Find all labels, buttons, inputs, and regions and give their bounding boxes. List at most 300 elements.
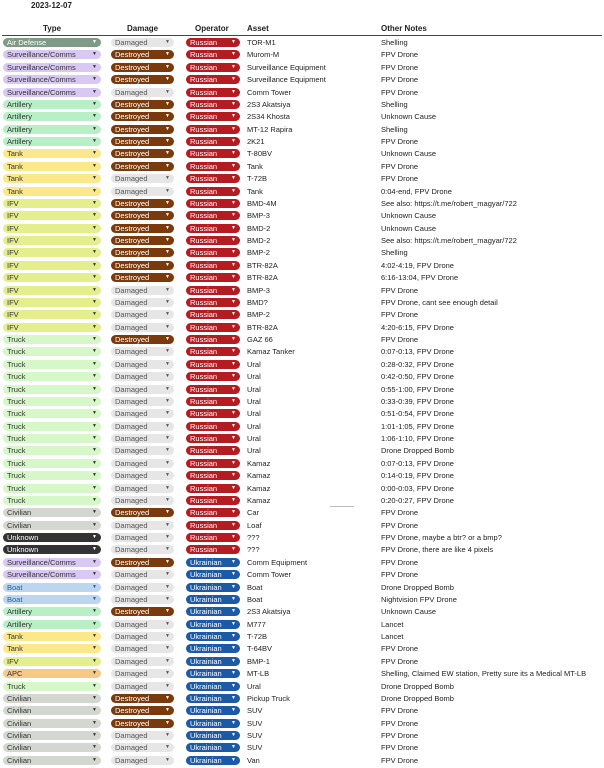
damage-dropdown-label: Damaged (115, 619, 148, 629)
type-dropdown[interactable] (3, 508, 101, 517)
table-row (0, 322, 604, 334)
operator-dropdown[interactable] (186, 434, 240, 443)
damage-dropdown[interactable] (111, 112, 174, 121)
damage-dropdown[interactable] (111, 446, 174, 455)
type-dropdown[interactable] (3, 397, 101, 406)
damage-dropdown[interactable] (111, 125, 174, 134)
notes-cell: Shelling (381, 38, 408, 47)
operator-dropdown-label: Ukrainian (190, 731, 222, 740)
table-row (0, 186, 604, 198)
asset-cell: Ural (247, 409, 261, 419)
chevron-down-icon: ▼ (92, 682, 97, 689)
operator-dropdown[interactable] (186, 236, 240, 245)
type-dropdown[interactable] (3, 236, 101, 245)
damage-dropdown[interactable] (111, 397, 174, 406)
chevron-down-icon: ▼ (92, 138, 97, 144)
damage-dropdown[interactable] (111, 484, 174, 493)
type-dropdown[interactable] (3, 149, 101, 158)
table-row (0, 507, 604, 519)
chevron-down-icon: ▼ (231, 608, 236, 615)
notes-cell: 4:20-6:15, FPV Drone (381, 322, 454, 332)
operator-dropdown-label: Russian (190, 248, 218, 258)
damage-dropdown[interactable] (111, 88, 174, 97)
table-row (0, 606, 604, 618)
type-dropdown[interactable] (3, 459, 101, 468)
operator-dropdown-label: Russian (190, 322, 218, 332)
table-row (0, 643, 604, 655)
table-row (0, 173, 604, 185)
notes-cell: FPV Drone, maybe a btr? or a bmp? (381, 533, 502, 542)
chevron-down-icon: ▼ (231, 694, 236, 701)
asset-cell: BMP-3 (247, 211, 270, 221)
damage-dropdown[interactable] (111, 236, 174, 245)
damage-dropdown[interactable] (111, 347, 174, 356)
damage-dropdown[interactable] (111, 149, 174, 158)
type-dropdown[interactable] (3, 632, 101, 641)
operator-dropdown-label: Ukrainian (190, 743, 222, 753)
damage-dropdown[interactable] (111, 199, 174, 208)
operator-dropdown[interactable] (186, 298, 240, 307)
type-dropdown-label: Truck (7, 347, 26, 357)
chevron-down-icon: ▼ (231, 298, 236, 305)
table-row (0, 384, 604, 396)
type-dropdown[interactable] (3, 372, 101, 381)
table-row (0, 247, 604, 259)
damage-dropdown[interactable] (111, 583, 174, 592)
damage-dropdown[interactable] (111, 620, 174, 629)
operator-dropdown[interactable] (186, 644, 240, 653)
operator-dropdown[interactable] (186, 125, 240, 134)
type-dropdown-label: Unknown (7, 533, 39, 542)
type-dropdown[interactable] (3, 100, 101, 109)
damage-dropdown-label: Damaged (115, 186, 148, 196)
type-dropdown[interactable] (3, 360, 101, 369)
damage-dropdown[interactable] (111, 545, 174, 554)
operator-dropdown[interactable] (186, 211, 240, 220)
type-dropdown[interactable] (3, 743, 101, 752)
damage-dropdown[interactable] (111, 137, 174, 146)
type-dropdown[interactable] (3, 496, 101, 505)
type-dropdown[interactable] (3, 261, 101, 270)
type-dropdown-label: Tank (7, 632, 23, 641)
operator-dropdown[interactable] (186, 694, 240, 703)
chevron-down-icon: ▼ (165, 459, 170, 466)
chevron-down-icon: ▼ (165, 447, 170, 454)
type-dropdown[interactable] (3, 694, 101, 703)
type-dropdown[interactable] (3, 657, 101, 666)
operator-dropdown[interactable] (186, 88, 240, 97)
operator-dropdown[interactable] (186, 224, 240, 233)
damage-dropdown-label: Destroyed (115, 248, 150, 258)
damage-dropdown[interactable] (111, 385, 174, 394)
operator-dropdown[interactable] (186, 347, 240, 356)
operator-dropdown[interactable] (186, 63, 240, 72)
operator-dropdown-label: Russian (190, 446, 218, 456)
operator-dropdown[interactable] (186, 558, 240, 567)
type-dropdown-label: Surveillance/Comms (7, 557, 76, 567)
operator-dropdown[interactable] (186, 484, 240, 493)
damage-dropdown[interactable] (111, 298, 174, 307)
notes-cell: Lancet (381, 619, 404, 629)
operator-dropdown[interactable] (186, 137, 240, 146)
operator-dropdown[interactable] (186, 187, 240, 196)
chevron-down-icon: ▼ (231, 212, 236, 219)
damage-dropdown[interactable] (111, 174, 174, 183)
type-dropdown[interactable] (3, 484, 101, 493)
operator-dropdown[interactable] (186, 669, 240, 678)
type-dropdown[interactable] (3, 607, 101, 616)
type-dropdown[interactable] (3, 756, 101, 765)
chevron-down-icon: ▼ (165, 51, 170, 58)
asset-cell: Surveillance Equipment (247, 62, 326, 72)
operator-dropdown[interactable] (186, 112, 240, 121)
damage-dropdown[interactable] (111, 224, 174, 233)
damage-dropdown[interactable] (111, 743, 174, 752)
chevron-down-icon: ▼ (92, 286, 97, 293)
damage-dropdown[interactable] (111, 422, 174, 431)
type-dropdown[interactable] (3, 174, 101, 183)
operator-dropdown[interactable] (186, 360, 240, 369)
type-dropdown[interactable] (3, 137, 101, 146)
operator-dropdown-label: Russian (190, 372, 218, 382)
asset-cell: SUV (247, 718, 263, 728)
damage-dropdown[interactable] (111, 558, 174, 567)
chevron-down-icon: ▼ (165, 422, 170, 429)
operator-dropdown[interactable] (186, 261, 240, 270)
damage-dropdown[interactable] (111, 570, 174, 579)
table-row (0, 136, 604, 148)
damage-dropdown[interactable] (111, 706, 174, 715)
damage-dropdown[interactable] (111, 496, 174, 505)
operator-dropdown[interactable] (186, 286, 240, 295)
operator-dropdown-label: Russian (190, 75, 218, 85)
damage-dropdown[interactable] (111, 162, 174, 171)
damage-dropdown[interactable] (111, 595, 174, 604)
damage-dropdown[interactable] (111, 644, 174, 653)
damage-dropdown[interactable] (111, 335, 174, 344)
type-dropdown[interactable] (3, 273, 101, 282)
notes-cell: FPV Drone (381, 87, 419, 97)
damage-dropdown-label: Damaged (115, 347, 148, 357)
chevron-down-icon: ▼ (92, 274, 97, 281)
damage-dropdown-label: Destroyed (115, 99, 150, 109)
chevron-down-icon: ▼ (165, 657, 170, 664)
notes-cell: 0:14-0:19, FPV Drone (381, 471, 454, 481)
operator-dropdown[interactable] (186, 756, 240, 765)
type-dropdown[interactable] (3, 422, 101, 431)
operator-dropdown[interactable] (186, 385, 240, 394)
asset-cell: BTR-82A (247, 260, 278, 270)
operator-dropdown[interactable] (186, 199, 240, 208)
table-row (0, 74, 604, 86)
damage-dropdown-label: Damaged (115, 372, 148, 382)
damage-dropdown[interactable] (111, 248, 174, 257)
damage-dropdown[interactable] (111, 657, 174, 666)
operator-dropdown[interactable] (186, 422, 240, 431)
type-dropdown[interactable] (3, 335, 101, 344)
chevron-down-icon: ▼ (231, 410, 236, 417)
type-dropdown[interactable] (3, 558, 101, 567)
chevron-down-icon: ▼ (92, 212, 97, 219)
operator-dropdown[interactable] (186, 607, 240, 616)
type-dropdown[interactable] (3, 446, 101, 455)
header-asset: Asset (247, 24, 269, 33)
operator-dropdown[interactable] (186, 682, 240, 691)
chevron-down-icon: ▼ (231, 558, 236, 565)
type-dropdown[interactable] (3, 409, 101, 418)
type-dropdown-label: Tank (7, 149, 23, 159)
operator-dropdown[interactable] (186, 335, 240, 344)
damage-dropdown[interactable] (111, 187, 174, 196)
notes-cell: Drone Dropped Bomb (381, 582, 454, 592)
operator-dropdown[interactable] (186, 471, 240, 480)
operator-dropdown[interactable] (186, 620, 240, 629)
type-dropdown[interactable] (3, 248, 101, 257)
chevron-down-icon: ▼ (92, 348, 97, 355)
operator-dropdown[interactable] (186, 323, 240, 332)
operator-dropdown-label: Russian (190, 50, 218, 60)
type-dropdown[interactable] (3, 211, 101, 220)
chevron-down-icon: ▼ (231, 125, 236, 132)
chevron-down-icon: ▼ (92, 521, 97, 528)
type-dropdown[interactable] (3, 162, 101, 171)
damage-dropdown[interactable] (111, 508, 174, 517)
notes-cell: FPV Drone (381, 174, 419, 184)
type-dropdown[interactable] (3, 669, 101, 678)
chevron-down-icon: ▼ (92, 620, 97, 627)
type-dropdown[interactable] (3, 88, 101, 97)
damage-dropdown[interactable] (111, 533, 174, 542)
chevron-down-icon: ▼ (165, 286, 170, 293)
operator-dropdown[interactable] (186, 545, 240, 554)
notes-cell: Lancet (381, 632, 404, 641)
type-dropdown[interactable] (3, 583, 101, 592)
damage-dropdown[interactable] (111, 632, 174, 641)
chevron-down-icon: ▼ (92, 633, 97, 639)
notes-cell: FPV Drone (381, 161, 419, 171)
damage-dropdown[interactable] (111, 273, 174, 282)
damage-dropdown-label: Damaged (115, 434, 148, 443)
operator-dropdown[interactable] (186, 743, 240, 752)
type-dropdown-label: Truck (7, 396, 26, 406)
type-dropdown-label: Civilian (7, 718, 32, 728)
damage-dropdown[interactable] (111, 731, 174, 740)
notes-cell: FPV Drone (381, 310, 419, 320)
type-dropdown[interactable] (3, 125, 101, 134)
type-dropdown-label: Truck (7, 483, 26, 493)
damage-dropdown[interactable] (111, 434, 174, 443)
table-row (0, 161, 604, 173)
type-dropdown[interactable] (3, 434, 101, 443)
asset-cell: Boat (247, 582, 263, 592)
operator-dropdown[interactable] (186, 496, 240, 505)
type-dropdown[interactable] (3, 385, 101, 394)
operator-dropdown-label: Ukrainian (190, 582, 222, 592)
type-dropdown[interactable] (3, 50, 101, 59)
table-row (0, 668, 604, 680)
damage-dropdown-label: Destroyed (115, 557, 150, 567)
table-row (0, 594, 604, 606)
operator-dropdown[interactable] (186, 248, 240, 257)
operator-dropdown[interactable] (186, 533, 240, 542)
operator-dropdown[interactable] (186, 632, 240, 641)
chevron-down-icon: ▼ (231, 719, 236, 726)
type-dropdown-label: Tank (7, 186, 23, 196)
chevron-down-icon: ▼ (165, 212, 170, 219)
damage-dropdown[interactable] (111, 360, 174, 369)
type-dropdown[interactable] (3, 570, 101, 579)
operator-dropdown[interactable] (186, 162, 240, 171)
damage-dropdown[interactable] (111, 211, 174, 220)
notes-cell: 0:04-end, FPV Drone (381, 186, 452, 196)
type-dropdown-label: Truck (7, 458, 26, 468)
operator-dropdown[interactable] (186, 595, 240, 604)
chevron-down-icon: ▼ (231, 447, 236, 454)
operator-dropdown[interactable] (186, 459, 240, 468)
operator-dropdown[interactable] (186, 75, 240, 84)
operator-dropdown[interactable] (186, 397, 240, 406)
damage-dropdown[interactable] (111, 38, 174, 47)
type-dropdown[interactable] (3, 521, 101, 530)
type-dropdown[interactable] (3, 545, 101, 554)
table-row (0, 49, 604, 61)
chevron-down-icon: ▼ (165, 311, 170, 318)
operator-dropdown[interactable] (186, 719, 240, 728)
chevron-down-icon: ▼ (165, 323, 170, 330)
operator-dropdown[interactable] (186, 731, 240, 740)
type-dropdown[interactable] (3, 620, 101, 629)
operator-dropdown[interactable] (186, 508, 240, 517)
operator-dropdown[interactable] (186, 583, 240, 592)
damage-dropdown[interactable] (111, 310, 174, 319)
type-dropdown[interactable] (3, 719, 101, 728)
damage-dropdown-label: Damaged (115, 285, 148, 295)
asset-cell: Comm Tower (247, 87, 292, 97)
damage-dropdown-label: Destroyed (115, 273, 150, 283)
type-dropdown[interactable] (3, 310, 101, 319)
type-dropdown[interactable] (3, 187, 101, 196)
chevron-down-icon: ▼ (165, 360, 170, 367)
damage-dropdown[interactable] (111, 607, 174, 616)
operator-dropdown[interactable] (186, 446, 240, 455)
type-dropdown-label: Truck (7, 421, 26, 431)
operator-dropdown[interactable] (186, 149, 240, 158)
operator-dropdown[interactable] (186, 310, 240, 319)
chevron-down-icon: ▼ (92, 694, 97, 701)
damage-dropdown[interactable] (111, 63, 174, 72)
damage-dropdown[interactable] (111, 372, 174, 381)
type-dropdown[interactable] (3, 731, 101, 740)
damage-dropdown[interactable] (111, 286, 174, 295)
damage-dropdown[interactable] (111, 694, 174, 703)
operator-dropdown[interactable] (186, 706, 240, 715)
type-dropdown[interactable] (3, 224, 101, 233)
damage-dropdown[interactable] (111, 409, 174, 418)
table-row (0, 396, 604, 408)
table-row (0, 631, 604, 643)
damage-dropdown[interactable] (111, 719, 174, 728)
damage-dropdown[interactable] (111, 459, 174, 468)
chevron-down-icon: ▼ (231, 657, 236, 664)
asset-cell: Surveillance Equipment (247, 75, 326, 85)
operator-dropdown[interactable] (186, 100, 240, 109)
table-row (0, 532, 604, 544)
operator-dropdown[interactable] (186, 657, 240, 666)
operator-dropdown-label: Russian (190, 223, 218, 233)
damage-dropdown-label: Damaged (115, 87, 148, 97)
asset-cell: MT-LB (247, 669, 270, 679)
operator-dropdown[interactable] (186, 50, 240, 59)
type-dropdown[interactable] (3, 298, 101, 307)
operator-dropdown[interactable] (186, 273, 240, 282)
type-dropdown[interactable] (3, 644, 101, 653)
operator-dropdown-label: Ukrainian (190, 557, 222, 567)
type-dropdown-label: Air Defense (7, 38, 47, 47)
damage-dropdown[interactable] (111, 323, 174, 332)
type-dropdown-label: Tank (7, 174, 23, 184)
damage-dropdown[interactable] (111, 75, 174, 84)
operator-dropdown[interactable] (186, 521, 240, 530)
type-dropdown[interactable] (3, 75, 101, 84)
type-dropdown-label: Boat (7, 594, 23, 604)
operator-dropdown-label: Russian (190, 236, 218, 245)
operator-dropdown-label: Russian (190, 62, 218, 72)
chevron-down-icon: ▼ (165, 484, 170, 491)
chevron-down-icon: ▼ (92, 534, 97, 540)
chevron-down-icon: ▼ (165, 707, 170, 714)
operator-dropdown[interactable] (186, 372, 240, 381)
damage-dropdown[interactable] (111, 100, 174, 109)
chevron-down-icon: ▼ (165, 175, 170, 182)
type-dropdown[interactable] (3, 63, 101, 72)
operator-dropdown[interactable] (186, 174, 240, 183)
type-dropdown[interactable] (3, 347, 101, 356)
chevron-down-icon: ▼ (231, 459, 236, 466)
operator-dropdown-label: Russian (190, 149, 218, 159)
type-dropdown[interactable] (3, 286, 101, 295)
operator-dropdown[interactable] (186, 409, 240, 418)
damage-dropdown[interactable] (111, 669, 174, 678)
table-row (0, 359, 604, 371)
operator-dropdown[interactable] (186, 570, 240, 579)
asset-cell: Van (247, 755, 260, 765)
type-dropdown[interactable] (3, 471, 101, 480)
type-dropdown[interactable] (3, 706, 101, 715)
type-dropdown[interactable] (3, 112, 101, 121)
type-dropdown-label: Civilian (7, 755, 32, 765)
chevron-down-icon: ▼ (165, 39, 170, 45)
damage-dropdown[interactable] (111, 471, 174, 480)
chevron-down-icon: ▼ (92, 756, 97, 763)
damage-dropdown[interactable] (111, 261, 174, 270)
damage-dropdown[interactable] (111, 756, 174, 765)
notes-cell: Shelling (381, 124, 408, 134)
damage-dropdown[interactable] (111, 682, 174, 691)
type-dropdown[interactable] (3, 595, 101, 604)
type-dropdown[interactable] (3, 682, 101, 691)
operator-dropdown[interactable] (186, 38, 240, 47)
chevron-down-icon: ▼ (92, 608, 97, 615)
asset-cell: SUV (247, 731, 263, 740)
type-dropdown[interactable] (3, 199, 101, 208)
damage-dropdown[interactable] (111, 50, 174, 59)
type-dropdown[interactable] (3, 533, 101, 542)
type-dropdown[interactable] (3, 323, 101, 332)
type-dropdown-label: IFV (7, 198, 19, 208)
type-dropdown[interactable] (3, 38, 101, 47)
chevron-down-icon: ▼ (165, 521, 170, 528)
damage-dropdown[interactable] (111, 521, 174, 530)
